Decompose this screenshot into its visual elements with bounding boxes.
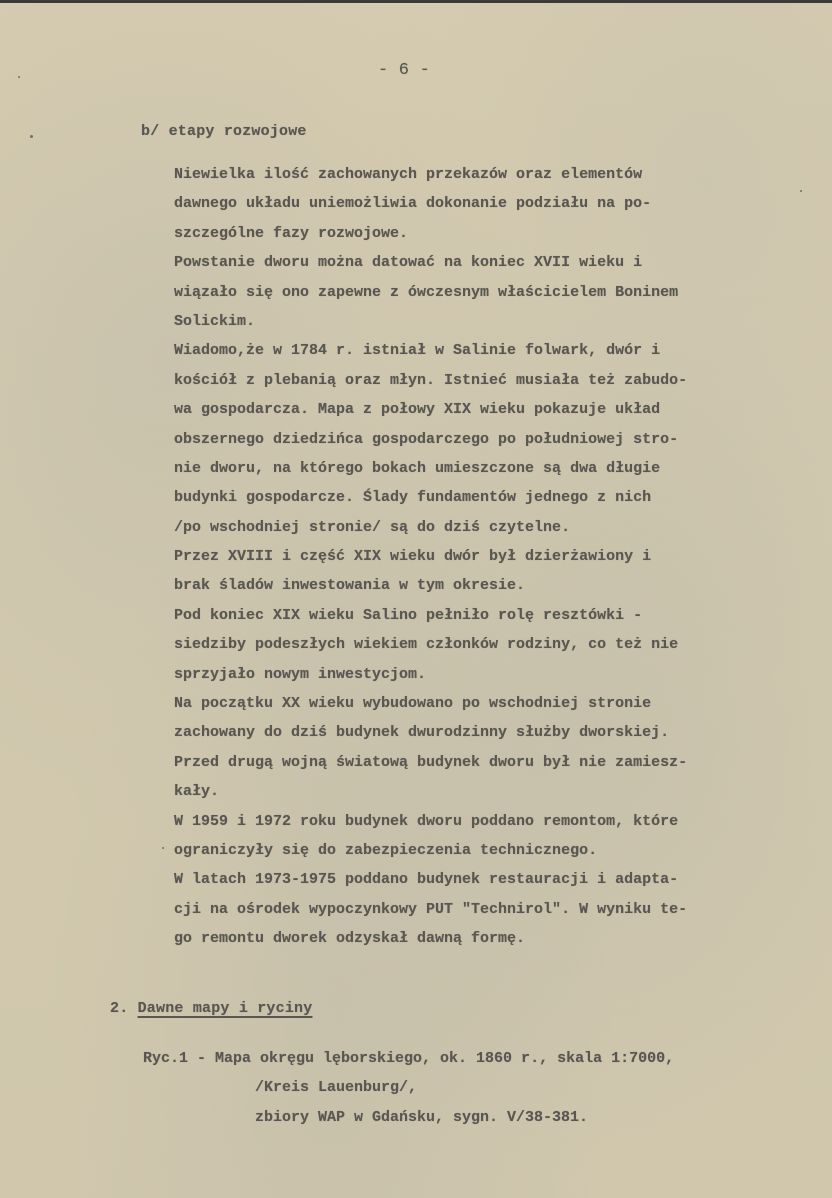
text-line: wa gospodarcza. Mapa z połowy XIX wieku pokazuje układ	[174, 401, 661, 419]
text-line: Na początku XX wieku wybudowano po wschodniej stronie	[174, 695, 652, 713]
text-line: wiązało się ono zapewne z ówczesnym właścicielem Boninem	[174, 283, 679, 301]
text-line: dawnego układu uniemożliwia dokonanie podziału na po-	[174, 195, 652, 213]
section-2-heading	[110, 1000, 312, 1017]
text-line: W latach 1973-1975 poddano budynek restauracji i adapta-	[174, 871, 679, 889]
paper-speck	[162, 847, 164, 849]
text-line: Pod koniec XIX wieku Salino pełniło rolę resztówki -	[174, 606, 643, 624]
text-line: Przez XVIII i część XIX wieku dwór był dzierżawiony i	[174, 548, 652, 566]
scan-top-edge	[0, 0, 832, 3]
text-line: budynki gospodarcze. Ślady fundamentów jednego z nich	[174, 489, 652, 507]
text-line: nie dworu, na którego bokach umieszczone są dwa długie	[174, 459, 661, 477]
text-line: Powstanie dworu można datować na koniec XVII wieku i	[174, 254, 643, 272]
text-line: /po wschodniej stronie/ są do dziś czytelne.	[174, 518, 571, 536]
reference-list	[143, 1044, 674, 1132]
section-b-heading: b/ etapy rozwojowe	[141, 123, 307, 140]
text-line: Solickim.	[174, 312, 256, 330]
section-2-title: Dawne mapy i ryciny	[137, 1000, 313, 1017]
text-line: cji na ośrodek wypoczynkowy PUT "Technirol". W wyniku te-	[174, 900, 688, 918]
text-line: kały.	[174, 783, 220, 801]
text-line: Wiadomo,że w 1784 r. istniał w Salinie folwark, dwór i	[174, 342, 661, 360]
section-2-number: 2.	[110, 1000, 129, 1017]
text-line: obszernego dziedzińca gospodarczego po południowej stro-	[174, 430, 679, 448]
text-line: sprzyjało nowym inwestycjom.	[174, 665, 427, 683]
text-line: brak śladów inwestowania w tym okresie.	[174, 577, 526, 595]
reference-line: /Kreis Lauenburg/,	[255, 1079, 418, 1097]
reference-line: zbiory WAP w Gdańsku, sygn. V/38-381.	[255, 1108, 589, 1126]
paper-speck	[30, 135, 33, 138]
text-line: go remontu dworek odzyskał dawną formę.	[174, 930, 526, 948]
page-number: - 6 -	[378, 61, 431, 80]
paper-speck	[800, 190, 802, 192]
text-line: zachowany do dziś budynek dwurodzinny służby dworskiej.	[174, 724, 670, 742]
text-line: Przed drugą wojną światową budynek dworu był nie zamiesz-	[174, 753, 688, 771]
text-line: szczególne fazy rozwojowe.	[174, 224, 409, 242]
text-line: kościół z plebanią oraz młyn. Istnieć musiała też zabudo-	[174, 371, 688, 389]
paper-speck	[18, 76, 20, 78]
reference-line: Ryc.1 - Mapa okręgu lęborskiego, ok. 1860 r., skala 1:7000,	[143, 1050, 675, 1067]
section-b-body	[174, 160, 687, 954]
text-line: siedziby podeszłych wiekiem członków rodziny, co też nie	[174, 636, 679, 654]
text-line: Niewielka ilość zachowanych przekazów oraz elementów	[174, 166, 643, 183]
text-line: ograniczyły się do zabezpieczenia technicznego.	[174, 841, 598, 859]
text-line: W 1959 i 1972 roku budynek dworu poddano remontom, które	[174, 812, 679, 830]
